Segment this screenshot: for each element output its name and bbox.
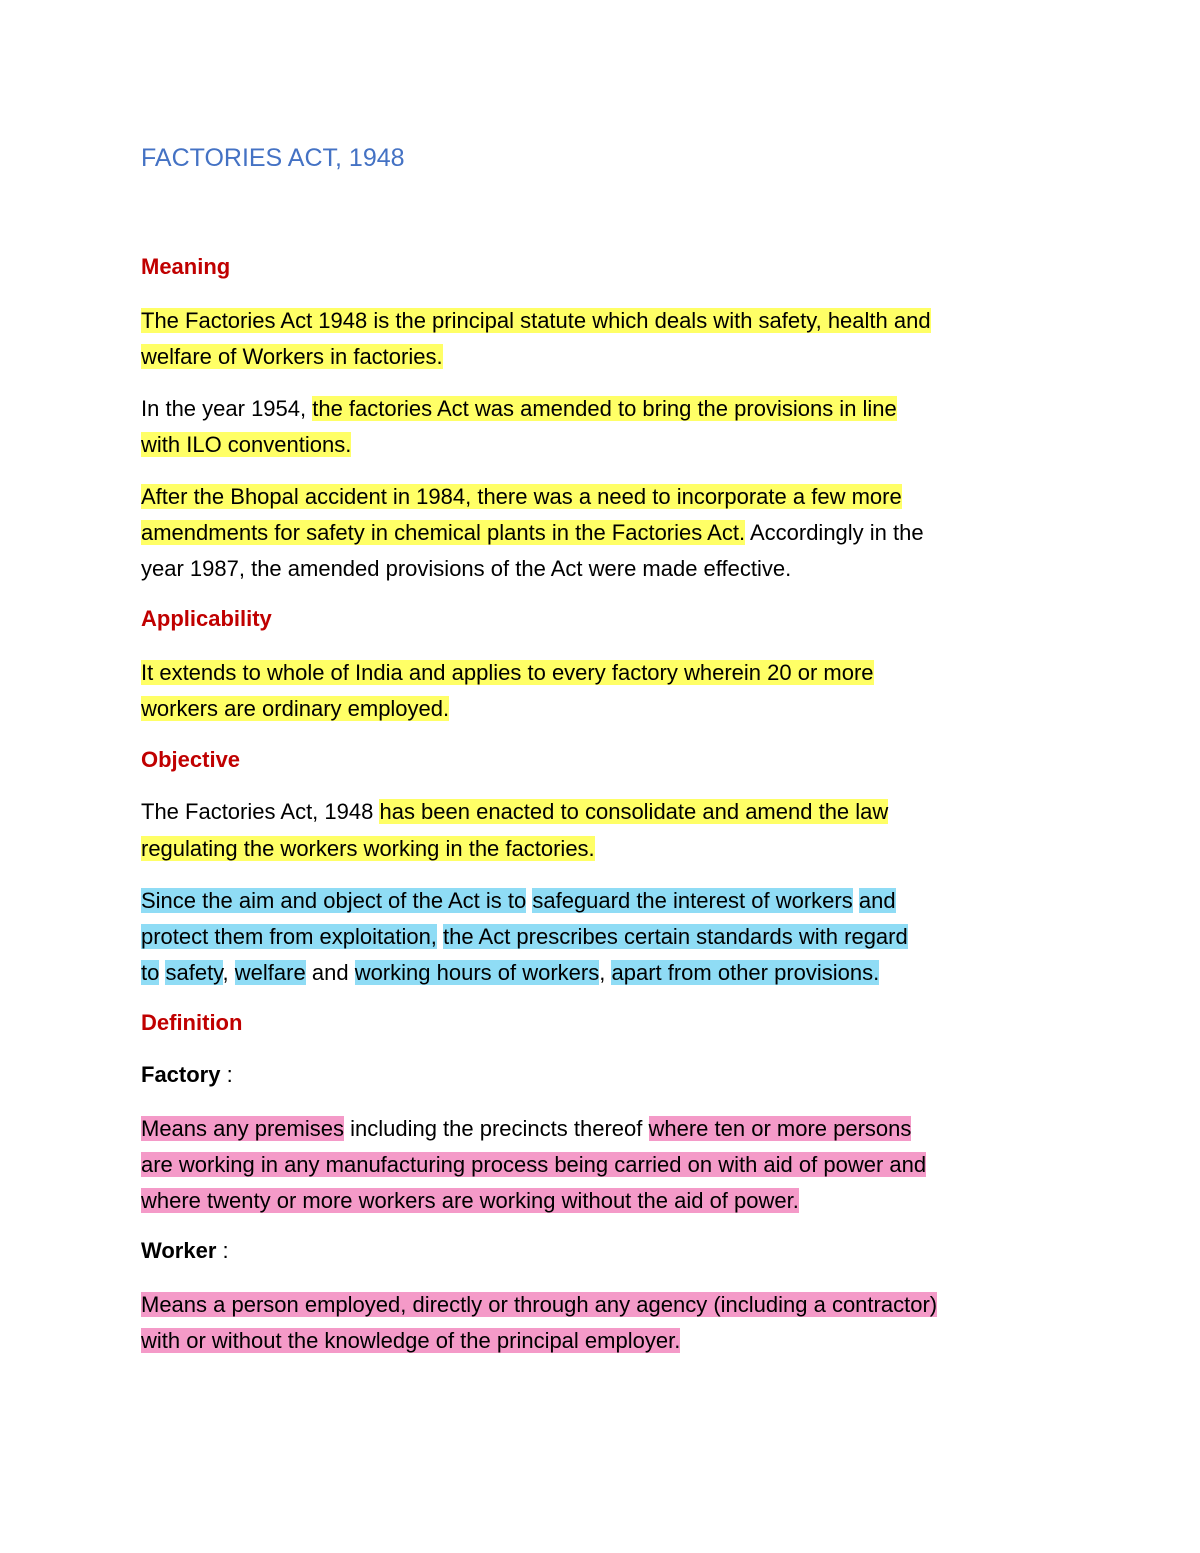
highlight-yellow: It extends to whole of India and applies to every factory wherein 20 or more bbox=[141, 660, 874, 685]
worker-def-line1 bbox=[141, 1288, 937, 1322]
plain-text: Accordingly in the bbox=[745, 520, 924, 545]
heading-objective: Objective bbox=[141, 747, 241, 772]
factory-colon: : bbox=[220, 1062, 233, 1087]
worker-term: Worker bbox=[141, 1238, 217, 1263]
meaning-para3-line3 bbox=[141, 552, 791, 586]
meaning-para1-line2 bbox=[141, 340, 443, 374]
factory-def-line3 bbox=[141, 1184, 799, 1218]
highlight-blue: apart from other provisions. bbox=[611, 960, 880, 985]
applicability-line1 bbox=[141, 656, 874, 690]
highlight-pink: with or without the knowledge of the principal employer. bbox=[141, 1328, 681, 1353]
worker-label bbox=[141, 1238, 229, 1264]
highlight-blue: Since the aim and object of the Act is to bbox=[141, 888, 527, 913]
plain-text: In the year 1954, bbox=[141, 396, 313, 421]
highlight-yellow: amendments for safety in chemical plants in the Factories Act. bbox=[141, 520, 746, 545]
highlight-yellow: welfare of Workers in factories. bbox=[141, 344, 443, 369]
highlight-yellow: The Factories Act 1948 is the principal statute which deals with safety, health and bbox=[141, 308, 931, 333]
meaning-para1-line1 bbox=[141, 304, 931, 338]
meaning-para3-line1 bbox=[141, 480, 902, 514]
highlight-blue: the Act prescribes certain standards with regard bbox=[443, 924, 908, 949]
highlight-yellow: regulating the workers working in the factories. bbox=[141, 836, 595, 861]
highlight-blue: protect them from exploitation, bbox=[141, 924, 437, 949]
highlight-pink: Means a person employed, directly or through any agency (including a contractor) bbox=[141, 1292, 938, 1317]
highlight-yellow: the factories Act was amended to bring the provisions in line bbox=[312, 396, 897, 421]
objective-para2-line1 bbox=[141, 884, 896, 918]
highlight-pink: where ten or more persons bbox=[648, 1116, 912, 1141]
heading-definition: Definition bbox=[141, 1010, 243, 1035]
plain-text: year 1987, the amended provisions of the Act were made effective. bbox=[141, 556, 792, 581]
factory-term: Factory bbox=[141, 1062, 221, 1087]
highlight-yellow: has been enacted to consolidate and amend the law bbox=[379, 799, 889, 824]
heading-applicability: Applicability bbox=[141, 606, 272, 631]
highlight-blue: working hours of workers bbox=[354, 960, 600, 985]
objective-para2-line3 bbox=[141, 956, 879, 990]
highlight-blue: welfare bbox=[234, 960, 306, 985]
plain-text: including the precincts thereof bbox=[343, 1116, 649, 1141]
plain-text: and bbox=[311, 960, 349, 985]
worker-def-line2 bbox=[141, 1324, 680, 1358]
factory-def-line1 bbox=[141, 1112, 911, 1146]
highlight-yellow: workers are ordinary employed. bbox=[141, 696, 450, 721]
highlight-blue: safety bbox=[165, 960, 223, 985]
highlight-pink: Means any premises bbox=[141, 1116, 344, 1141]
plain-text: The Factories Act, 1948 bbox=[141, 799, 380, 824]
highlight-pink: are working in any manufacturing process being carried on with aid of power and bbox=[141, 1152, 927, 1177]
meaning-para2-line2 bbox=[141, 428, 351, 462]
meaning-para3-line2 bbox=[141, 516, 924, 550]
objective-para1-line1 bbox=[141, 795, 888, 829]
worker-colon: : bbox=[216, 1238, 229, 1263]
factory-label bbox=[141, 1062, 233, 1088]
plain-text: , bbox=[599, 960, 606, 985]
highlight-blue: safeguard the interest of workers bbox=[532, 888, 853, 913]
highlight-blue: to bbox=[141, 960, 160, 985]
plain-text: , bbox=[222, 960, 229, 985]
highlight-yellow: After the Bhopal accident in 1984, there was a need to incorporate a few more bbox=[141, 484, 902, 509]
document-title: FACTORIES ACT, 1948 bbox=[141, 144, 405, 172]
highlight-yellow: with ILO conventions. bbox=[141, 432, 352, 457]
highlight-pink: where twenty or more workers are working without the aid of power. bbox=[141, 1188, 799, 1213]
factory-def-line2 bbox=[141, 1148, 926, 1182]
applicability-line2 bbox=[141, 692, 449, 726]
highlight-blue: and bbox=[858, 888, 896, 913]
heading-meaning: Meaning bbox=[141, 254, 231, 279]
objective-para1-line2 bbox=[141, 832, 595, 866]
meaning-para2-line1 bbox=[141, 392, 897, 426]
objective-para2-line2 bbox=[141, 920, 908, 954]
